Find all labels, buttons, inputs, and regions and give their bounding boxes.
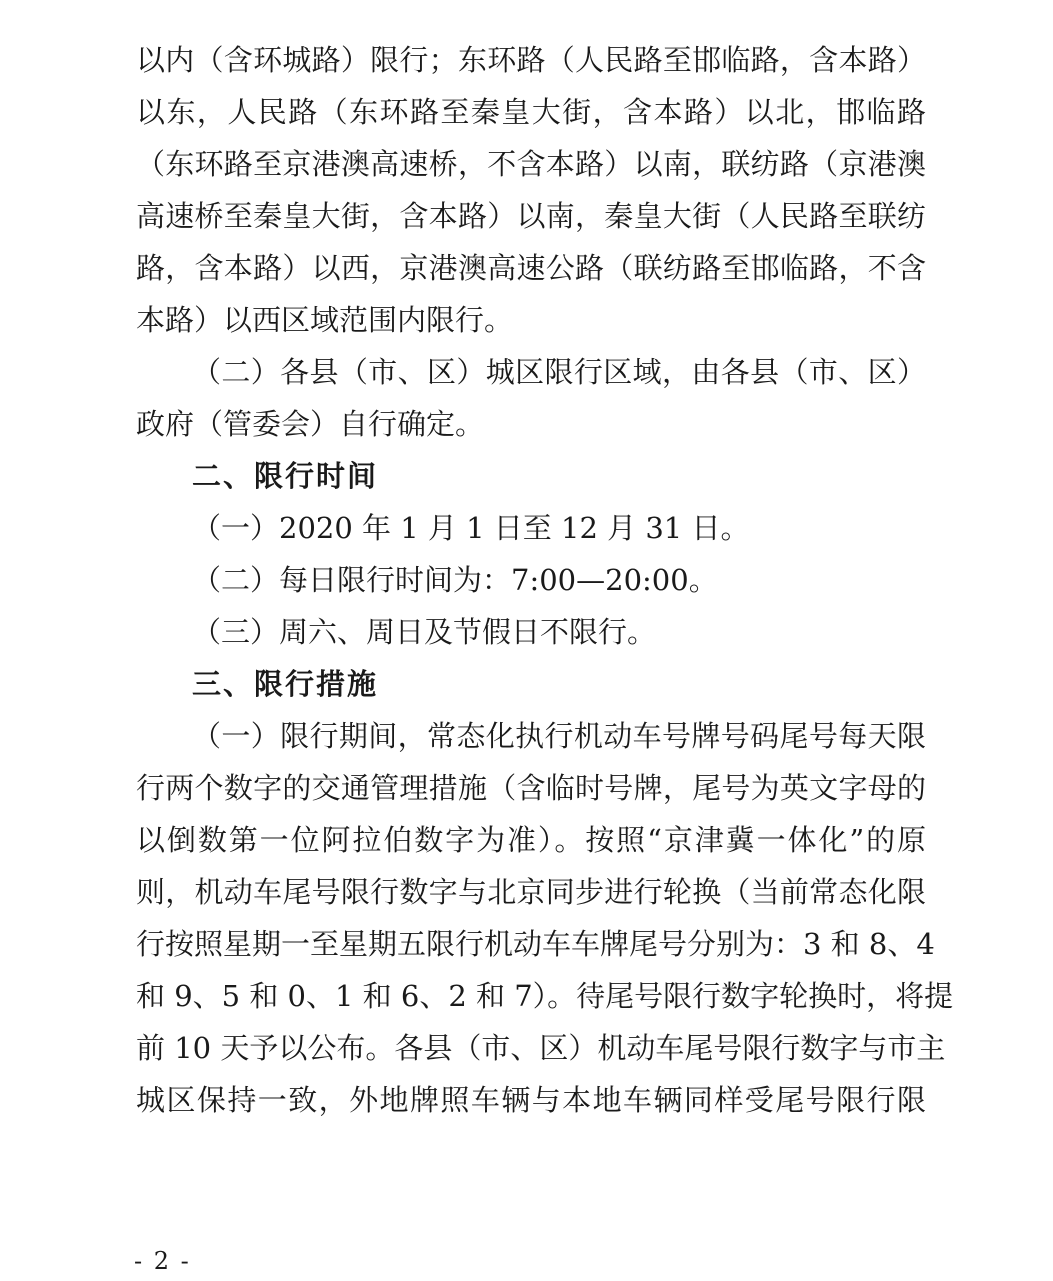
time-item: （一）2020 年 1 月 1 日至 12 月 31 日。 — [192, 511, 750, 545]
paragraph-line: 则，机动车尾号限行数字与北京同步进行轮换（当前常态化限 — [136, 875, 926, 909]
paragraph-line: 高速桥至秦皇大街，含本路）以南，秦皇大街（人民路至联纺 — [136, 199, 926, 233]
paragraph-line: 以倒数第一位阿拉伯数字为准）。按照“京津冀一体化”的原 — [136, 823, 926, 857]
paragraph-line: 城区保持一致，外地牌照车辆与本地车辆同样受尾号限行限 — [136, 1083, 926, 1117]
paragraph-line: 以内（含环城路）限行；东环路（人民路至邯临路，含本路） — [136, 43, 926, 77]
time-item: （二）每日限行时间为：7:00—20:00。 — [192, 563, 718, 597]
section-heading-time: 二、限行时间 — [192, 459, 379, 493]
paragraph-line: 前 10 天予以公布。各县（市、区）机动车尾号限行数字与市主 — [136, 1031, 946, 1065]
paragraph-line: 行按照星期一至星期五限行机动车车牌尾号分别为：3 和 8、4 — [136, 927, 935, 961]
time-item: （三）周六、周日及节假日不限行。 — [192, 615, 657, 649]
paragraph-line: 路，含本路）以西，京港澳高速公路（联纺路至邯临路，不含 — [136, 251, 926, 285]
paragraph-line: （一）限行期间，常态化执行机动车号牌号码尾号每天限 — [192, 719, 926, 753]
paragraph-line: （二）各县（市、区）城区限行区域，由各县（市、区） — [192, 355, 926, 389]
page-number: - 2 - — [134, 1247, 191, 1275]
paragraph-line: 本路）以西区域范围内限行。 — [136, 303, 514, 337]
paragraph-line: 以东，人民路（东环路至秦皇大街，含本路）以北，邯临路 — [136, 95, 926, 129]
paragraph-line: 行两个数字的交通管理措施（含临时号牌，尾号为英文字母的 — [136, 771, 926, 805]
paragraph-line: 政府（管委会）自行确定。 — [136, 407, 485, 441]
section-heading-measures: 三、限行措施 — [192, 667, 379, 701]
paragraph-line: 和 9、5 和 0、1 和 6、2 和 7）。待尾号限行数字轮换时，将提 — [136, 979, 954, 1013]
paragraph-line: （东环路至京港澳高速桥，不含本路）以南，联纺路（京港澳 — [136, 147, 926, 181]
